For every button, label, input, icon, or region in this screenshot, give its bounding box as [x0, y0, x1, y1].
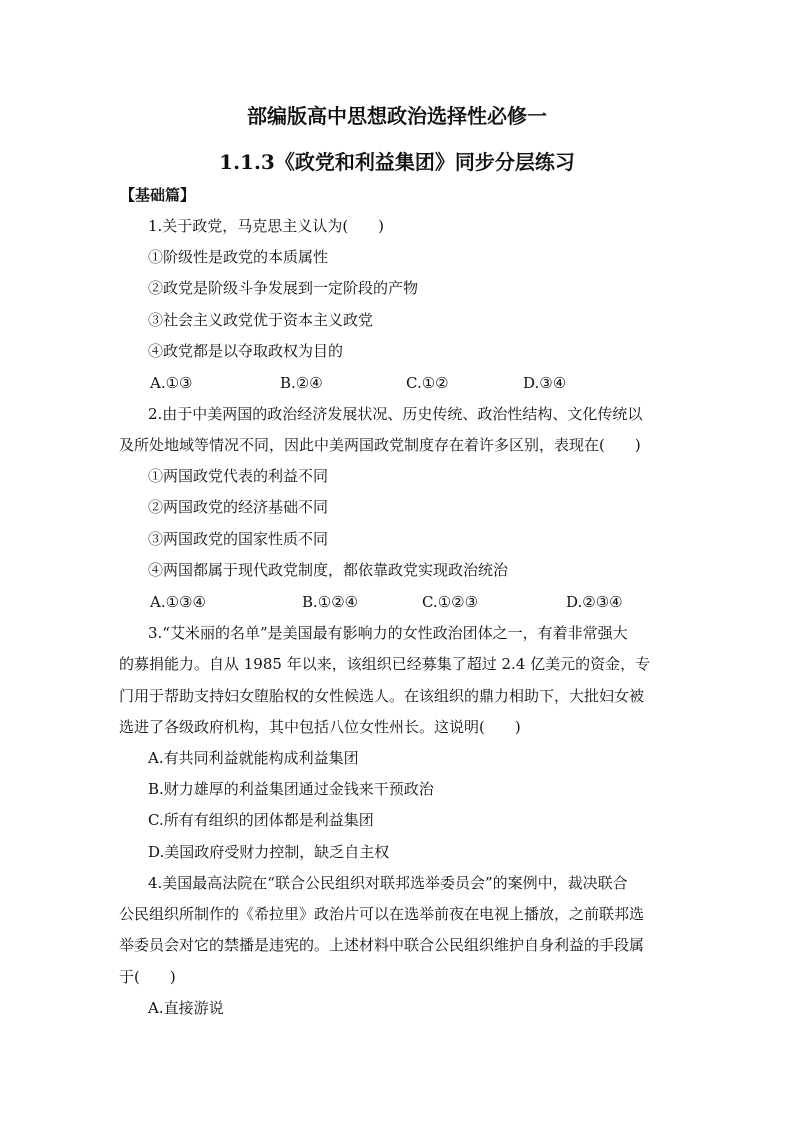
- question-1-option-c: C.①②: [406, 374, 449, 392]
- question-3-stem-line-2: 的募捐能力。自从 1985 年以来，该组织已经募集了超过 2.4 亿美元的资金，专: [119, 655, 651, 673]
- question-3-stem-line-1: 3.“艾米丽的名单”是美国最有影响力的女性政治团体之一，有着非常强大: [148, 624, 628, 642]
- question-2-item-1: ①两国政党代表的利益不同: [148, 467, 329, 485]
- question-1-option-d: D.③④: [523, 374, 567, 392]
- question-1-option-a: A.①③: [150, 374, 193, 392]
- question-2-option-c: C.①②③: [422, 593, 479, 611]
- question-3-option-d: D.美国政府受财力控制，缺乏自主权: [148, 843, 390, 861]
- question-2-item-3: ③两国政党的国家性质不同: [148, 530, 329, 548]
- question-2-item-2: ②两国政党的经济基础不同: [148, 498, 329, 516]
- question-2-item-4: ④两国都属于现代政党制度，都依靠政党实现政治统治: [148, 561, 509, 579]
- question-4-option-a: A.直接游说: [148, 999, 224, 1017]
- question-2-stem-line-1: 2.由于中美两国的政治经济发展状况、历史传统、政治性结构、文化传统以: [148, 405, 643, 423]
- question-3-option-a: A.有共同利益就能构成利益集团: [148, 749, 359, 767]
- question-1-stem: 1.关于政党，马克思主义认为( ): [148, 217, 385, 235]
- question-3-stem-line-3: 门用于帮助支持妇女堕胎权的女性候选人。在该组织的鼎力相助下，大批妇女被: [119, 687, 645, 705]
- question-2-option-a: A.①③④: [150, 593, 206, 611]
- question-4-stem-line-2: 公民组织所制作的《希拉里》政治片可以在选举前夜在电视上播放，之前联邦选: [119, 905, 645, 923]
- question-4-stem-line-1: 4.美国最高法院在“联合公民组织对联邦选举委员会”的案例中，裁决联合: [148, 874, 628, 892]
- question-2-option-b: B.①②④: [302, 593, 359, 611]
- question-1-item-1: ①阶级性是政党的本质属性: [148, 248, 329, 266]
- question-4-stem-line-4: 于( ): [119, 968, 176, 986]
- question-4-stem-line-3: 举委员会对它的禁播是违宪的。上述材料中联合公民组织维护自身利益的手段属: [119, 936, 645, 954]
- question-3-stem-line-4: 选进了各级政府机构，其中包括八位女性州长。这说明( ): [119, 718, 521, 736]
- document-title: 部编版高中思想政治选择性必修一: [247, 104, 547, 128]
- section-heading: 【基础篇】: [120, 186, 196, 204]
- question-3-option-b: B.财力雄厚的利益集团通过金钱来干预政治: [148, 780, 434, 798]
- question-1-item-3: ③社会主义政党优于资本主义政党: [148, 311, 374, 329]
- question-3-option-c: C.所有有组织的团体都是利益集团: [148, 811, 374, 829]
- question-1-item-2: ②政党是阶级斗争发展到一定阶段的产物: [148, 279, 419, 297]
- document-subtitle: 1.1.3《政党和利益集团》同步分层练习: [219, 150, 575, 174]
- question-1-item-4: ④政党都是以夺取政权为目的: [148, 342, 344, 360]
- question-1-option-b: B.②④: [280, 374, 323, 392]
- question-2-stem-line-2: 及所处地域等情况不同，因此中美两国政党制度存在着许多区别，表现在( ): [119, 436, 641, 454]
- question-2-option-d: D.②③④: [566, 593, 623, 611]
